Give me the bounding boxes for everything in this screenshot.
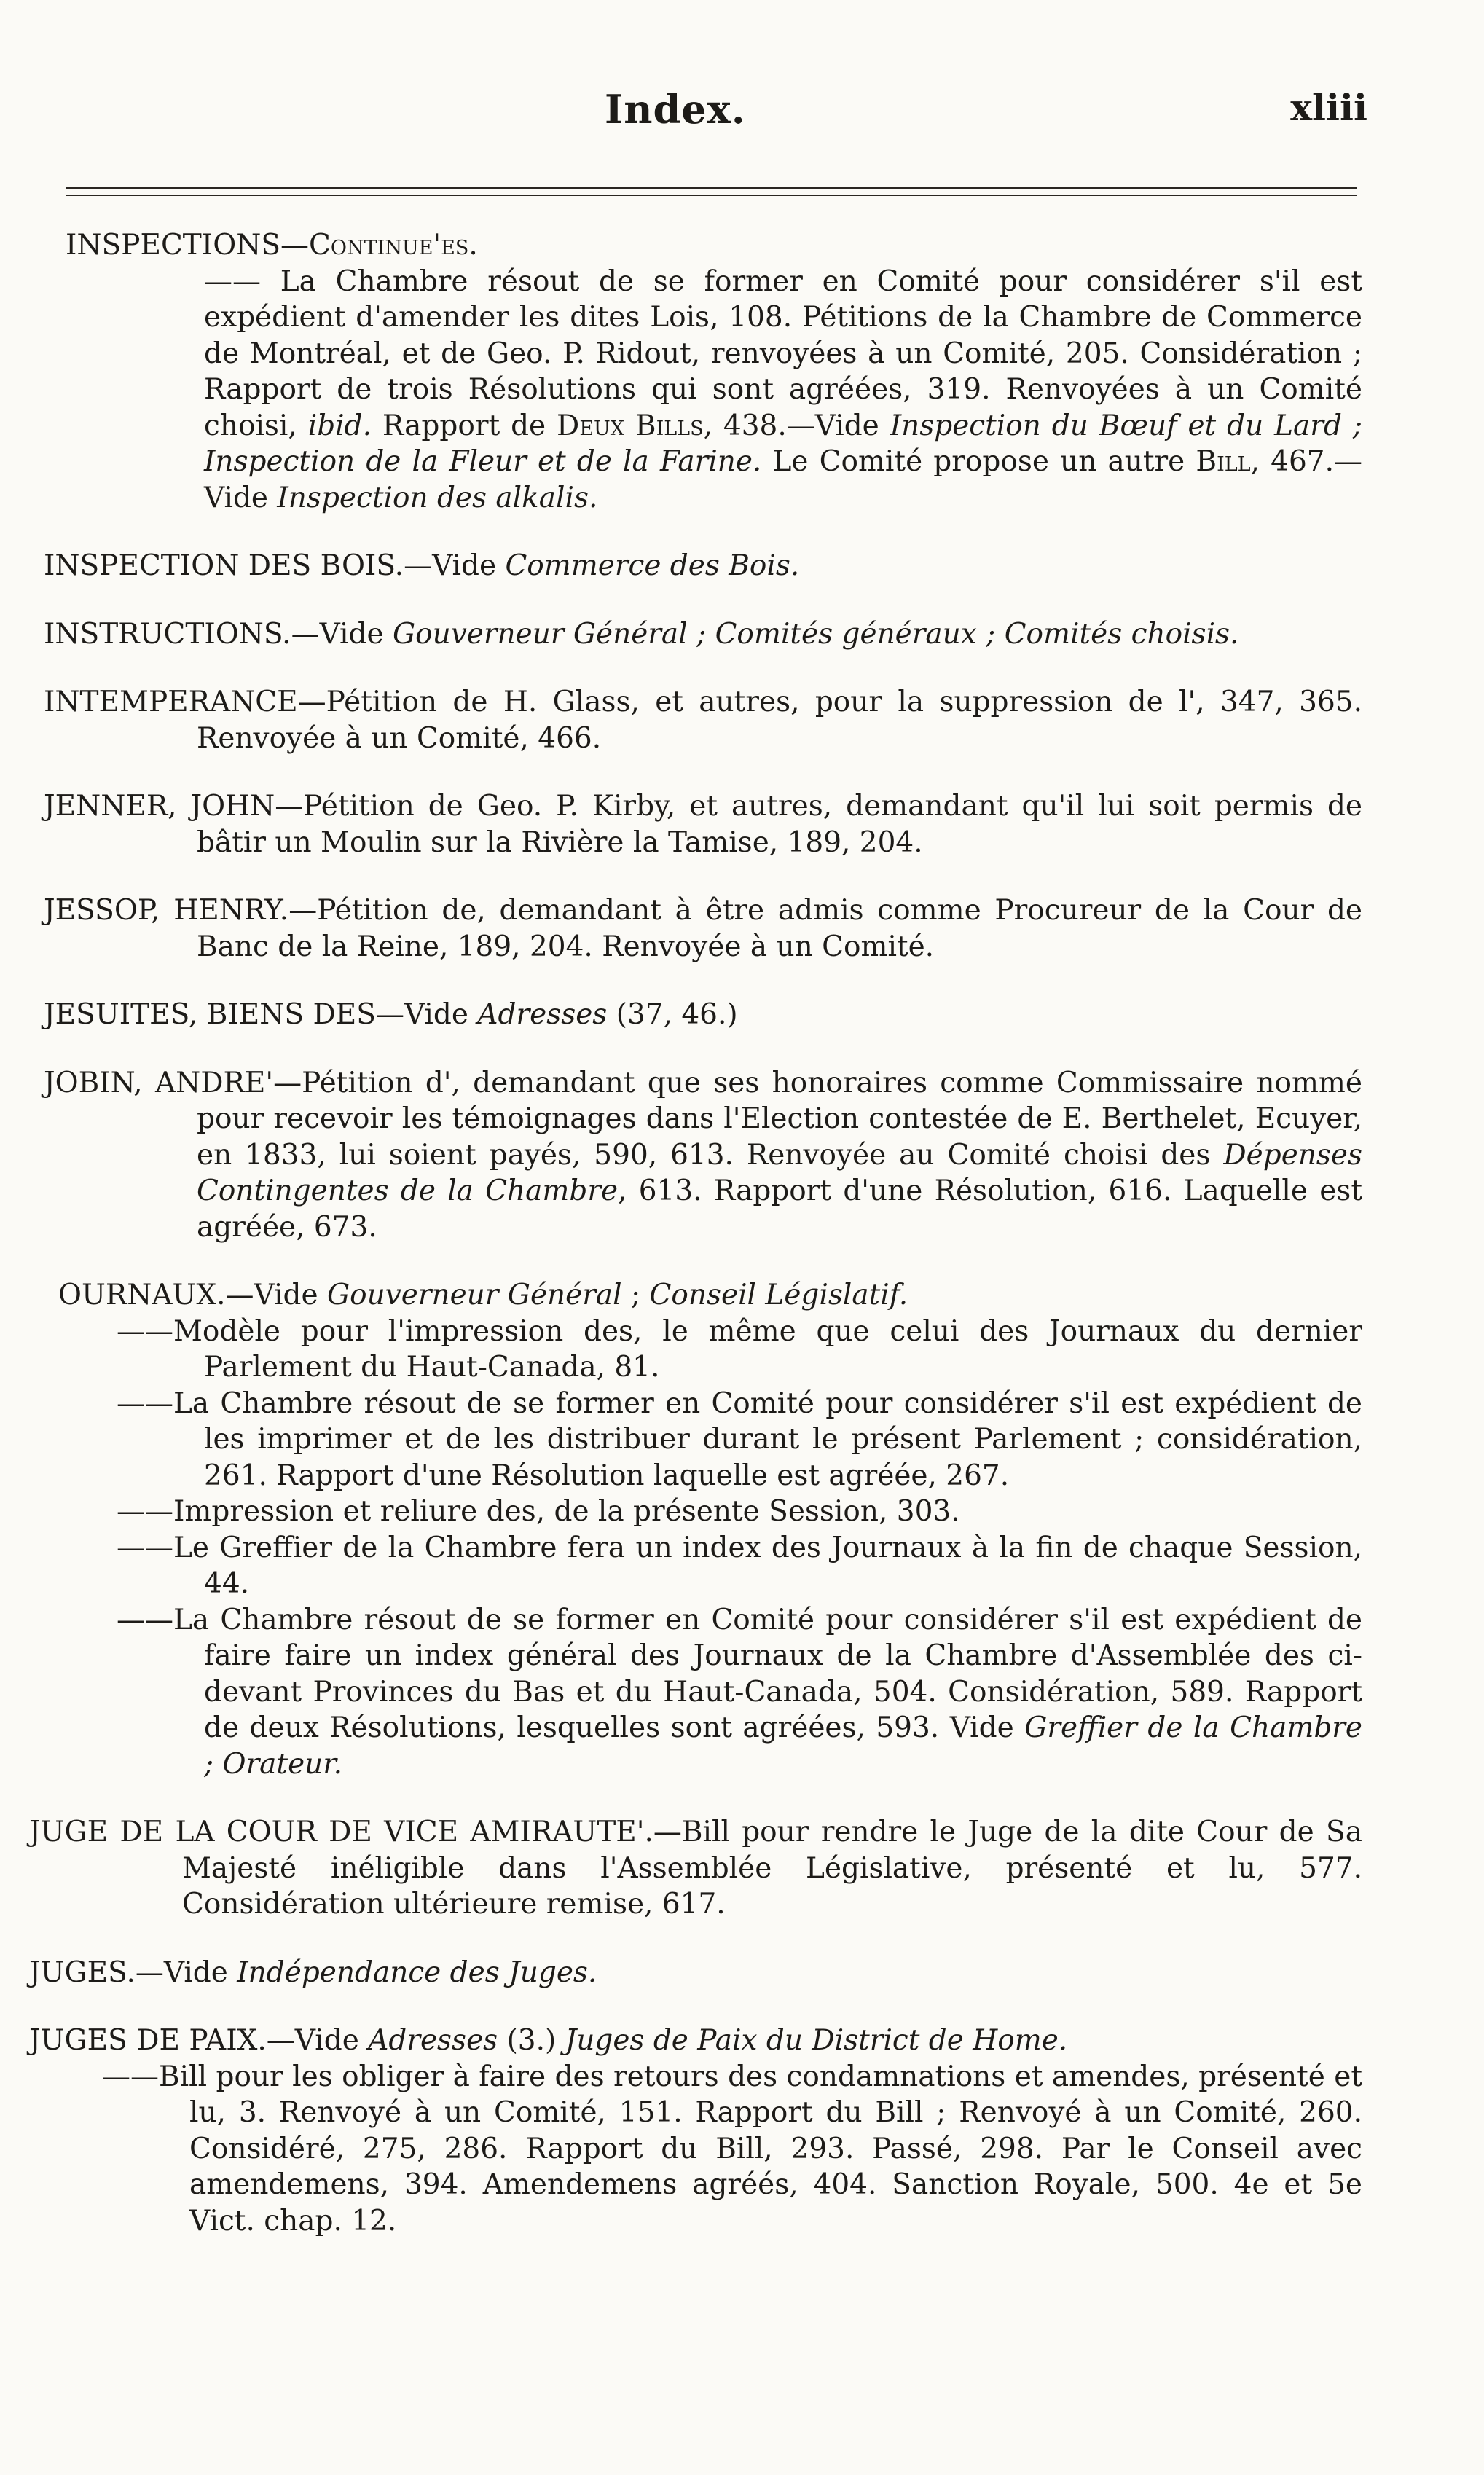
entry-heading: JOBIN, ANDRE' bbox=[44, 1066, 274, 1099]
cross-reference: Inspection du Bœuf et du Lard ; Inspection de la Fleur et de la Farine. bbox=[204, 409, 1362, 478]
entry-jesuites: JESUITES, BIENS DES—Vide Adresses (37, 46.) bbox=[44, 998, 738, 1031]
sub-dash: —— bbox=[204, 264, 261, 298]
entry-inspections-sub: —— La Chambre résout de se former en Comité pour considérer s'il est expédient d'amender les dites Lois, 108. Pétitions de la Chambre de Commerce de Montréal, et de Geo. P. Ridout, renvoyées à un Comité, 205. Considération ; Rapport de trois Résolutions qui sont agréées, 319. Renvoyées à un Comité choisi, ibid. Rapport de Deux Bills, 438.—Vide Inspection du Bœuf et du Lard ; Inspection de la Fleur et de la Farine. Le Comité propose un autre Bill, 467.—Vide Inspection des alkalis. bbox=[204, 264, 1363, 514]
entry-heading: JESSOP, HENRY. bbox=[44, 894, 289, 927]
cross-reference: Adresses bbox=[368, 2024, 498, 2057]
journaux-sub-entry: ——Impression et reliure des, de la présente Session, 303. bbox=[117, 1495, 960, 1528]
entry-juges: JUGES.—Vide Indépendance des Juges. bbox=[29, 1956, 597, 1989]
entry-inspection-des-bois: INSPECTION DES BOIS.—Vide Commerce des Bois. bbox=[44, 549, 800, 582]
entry-jenner-john: JENNER, JOHN—Pétition de Geo. P. Kirby, et autres, demandant qu'il lui soit permis de bâtir un Moulin sur la Rivière la Tamise, 189, 204. bbox=[44, 790, 1362, 859]
journaux-sub-entry: ——Modèle pour l'impression des, le même que celui des Journaux du dernier Parlement du Haut-Canada, 81. bbox=[117, 1314, 1362, 1384]
index-entries bbox=[29, 227, 1363, 2271]
entry-heading: INSTRUCTIONS. bbox=[44, 617, 291, 651]
entry-heading: INTEMPERANCE bbox=[44, 686, 298, 718]
continued-label: Continue'es. bbox=[309, 229, 478, 262]
header-rule-thick bbox=[66, 187, 1357, 189]
entry-inspections bbox=[44, 227, 1362, 264]
cross-reference: Conseil Législatif. bbox=[649, 1279, 908, 1311]
page-title: Index. bbox=[605, 86, 746, 133]
entry-intemperance: INTEMPERANCE—Pétition de H. Glass, et autres, pour la suppression de l', 347, 365. Renvoyée à un Comité, 466. bbox=[44, 686, 1362, 755]
entry-jessop-henry: JESSOP, HENRY.—Pétition de, demandant à être admis comme Procureur de la Cour de Banc de la Reine, 189, 204. Renvoyée à un Comité. bbox=[44, 894, 1363, 963]
cross-reference: Indépendance des Juges. bbox=[237, 1956, 597, 1989]
header-rule-thin bbox=[66, 195, 1357, 196]
cross-reference: Gouverneur Général ; Comités généraux ; Comités choisis. bbox=[392, 617, 1239, 651]
journaux-sub-entry: ——La Chambre résout de se former en Comité pour considérer s'il est expédient de faire faire un index général des Journaux de la Chambre d'Assemblée des ci-devant Provinces du Bas et du Haut-Canada, 504. Considération, 589. Rapport de deux Résolutions, lesquelles sont agréées, 593. Vide Greffier de la Chambre ; Orateur. bbox=[117, 1603, 1363, 1781]
journaux-sub-entry: ——La Chambre résout de se former en Comité pour considérer s'il est expédient de les imprimer et de les distribuer durant le présent Parlement ; considération, 261. Rapport d'une Résolution laquelle est agréée, 267. bbox=[117, 1386, 1362, 1492]
entry-jobin-andre: JOBIN, ANDRE'—Pétition d', demandant que ses honoraires comme Commissaire nommé pour recevoir les témoignages dans l'Election contestée de E. Berthelet, Ecuyer, en 1833, lui soient payés, 590, 613. Renvoyée au Comité choisi des Dépenses Contingentes de la Chambre, 613. Rapport d'une Résolution, 616. Laquelle est agréée, 673. bbox=[44, 1066, 1362, 1244]
entry-heading: INSPECTIONS— bbox=[66, 229, 310, 262]
entry-instructions: INSTRUCTIONS.—Vide Gouverneur Général ; Comités généraux ; Comités choisis. bbox=[44, 617, 1239, 651]
running-head bbox=[0, 86, 1484, 144]
deux-bills: Deux Bills bbox=[557, 409, 704, 442]
cross-reference: Juges de Paix du District de Home. bbox=[565, 2024, 1068, 2057]
cross-reference: Gouverneur Général bbox=[326, 1279, 622, 1311]
entry-heading: JUGES. bbox=[29, 1956, 136, 1989]
entry-heading: INSPECTION DES BOIS. bbox=[44, 549, 404, 582]
journaux-sub-entry: ——Le Greffier de la Chambre fera un index des Journaux à la fin de chaque Session, 44. bbox=[117, 1531, 1362, 1600]
juges-de-paix-sub-entry: ——Bill pour les obliger à faire des retours des condamnations et amendes, présenté et lu, 3. Renvoyé à un Comité, 151. Rapport du Bill ; Renvoyé à un Comité, 260. Considéré, 275, 286. Rapport du Bill, 293. Passé, 298. Par le Conseil avec amendemens, 394. Amendemens agréés, 404. Sanction Royale, 500. 4e et 5e Vict. chap. 12. bbox=[102, 2060, 1362, 2237]
entry-heading: OURNAUX. bbox=[58, 1279, 226, 1311]
page-number: xliii bbox=[1290, 86, 1367, 129]
entry-juge-vice-amiraute: JUGE DE LA COUR DE VICE AMIRAUTE'.—Bill pour rendre le Juge de la dite Cour de Sa Majesté inéligible dans l'Assemblée Législative, présenté et lu, 577. Considération ultérieure remise, 617. bbox=[29, 1816, 1362, 1921]
entry-juges-de-paix: JUGES DE PAIX.—Vide Adresses (3.) Juges de Paix du District de Home. bbox=[29, 2024, 1068, 2057]
entry-heading: JUGES DE PAIX. bbox=[29, 2024, 267, 2057]
bill-word: Bill bbox=[1196, 445, 1251, 478]
cross-reference: Dépenses Contingentes de la Chambre bbox=[197, 1138, 1362, 1207]
cross-reference: Adresses bbox=[477, 998, 608, 1031]
entry-journaux: OURNAUX.—Vide Gouverneur Général ; Conseil Législatif. bbox=[58, 1279, 908, 1311]
cross-reference: Greffier de la Chambre ; Orateur. bbox=[204, 1711, 1363, 1781]
entry-heading: JENNER, JOHN bbox=[44, 790, 275, 823]
ibid-ref: ibid. bbox=[307, 409, 372, 442]
cross-reference: Commerce des Bois. bbox=[505, 549, 800, 582]
entry-heading: JUGE DE LA COUR DE VICE AMIRAUTE'. bbox=[29, 1816, 653, 1848]
cross-reference: Inspection des alkalis. bbox=[277, 481, 598, 514]
entry-heading: JESUITES, BIENS DES bbox=[44, 998, 376, 1031]
